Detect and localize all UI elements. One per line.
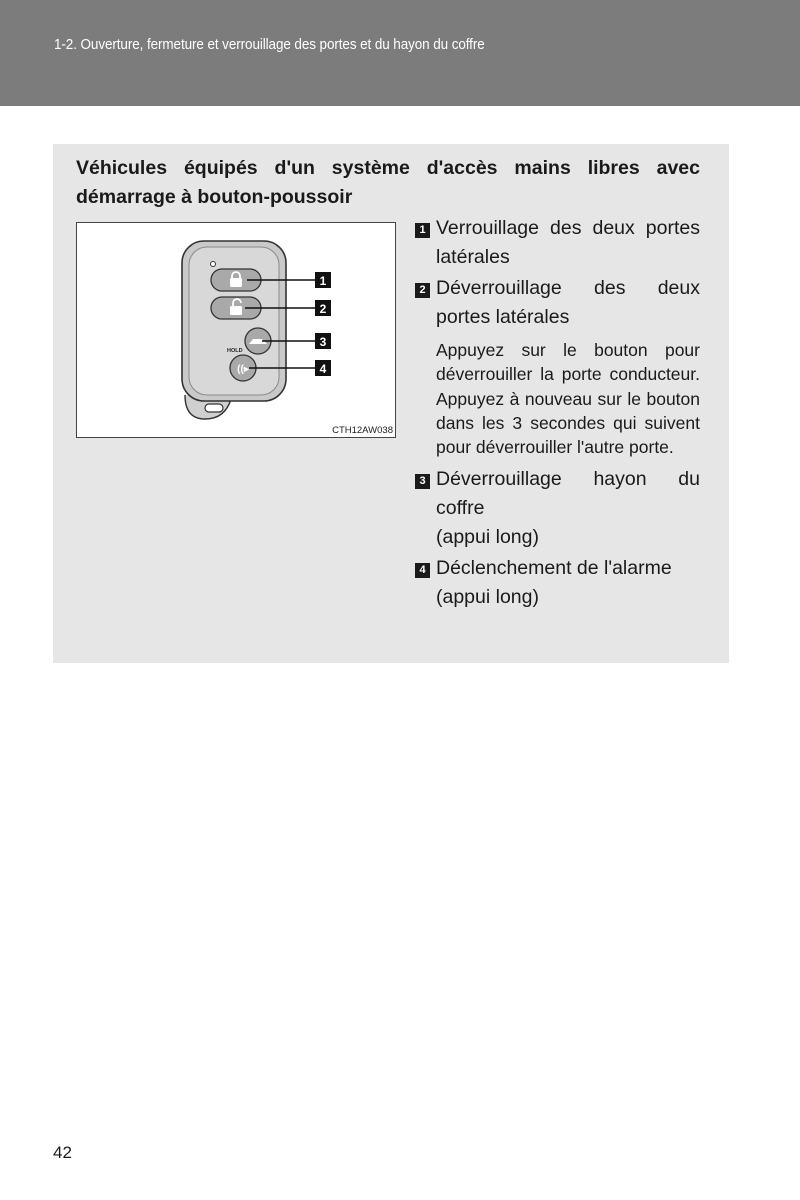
item-number-badge: 1 [415, 223, 430, 238]
page-number: 42 [53, 1143, 72, 1162]
key-fob-illustration [77, 223, 395, 437]
function-list [414, 214, 700, 614]
section-title: Véhicules équipés d'un système d'accès mains libres avec démarrage à bouton-poussoir [76, 157, 700, 208]
callout-badge-3 [315, 333, 331, 349]
item-label: Déclenchement de l'alarme [436, 557, 672, 580]
svg-text:4: 4 [319, 362, 327, 376]
item-number-badge: 2 [415, 283, 430, 298]
list-item [414, 214, 700, 272]
header-band [0, 0, 800, 106]
breadcrumb: 1-2. Ouverture, fermeture et verrouillage des portes et du hayon du coffre [54, 37, 485, 53]
item-label: Déverrouillage des deux portes latérales [436, 277, 700, 328]
list-item [414, 274, 700, 459]
callout-badge-4 [315, 360, 331, 376]
item-sub: (appui long) [436, 526, 539, 549]
svg-text:3: 3 [319, 335, 327, 349]
item-number-badge: 4 [415, 563, 430, 578]
item-label: Verrouillage des deux portes latérales [436, 217, 700, 268]
item-number-badge: 3 [415, 474, 430, 489]
callout-badge-2 [315, 300, 331, 316]
svg-text:2: 2 [319, 302, 327, 316]
figure-code: CTH12AW038 [332, 425, 393, 436]
list-item [414, 554, 700, 612]
key-ring-hole [205, 404, 223, 412]
svg-text:1: 1 [319, 274, 327, 288]
alarm-icon: ((▸ [237, 364, 249, 375]
hold-label: HOLD [227, 348, 243, 354]
item-sub: (appui long) [436, 586, 539, 609]
key-fob-figure [76, 222, 396, 438]
item-note: Appuyez sur le bouton pour déverrouiller la porte conducteur. Appuyez à nouveau sur le bouton dans les 3 secondes qui suivent pour déverrouiller l'autre porte. [436, 340, 700, 458]
item-label: Déverrouillage hayon du coffre [436, 468, 700, 520]
list-item [414, 465, 700, 552]
callout-badge-1 [315, 272, 331, 288]
led-indicator [211, 262, 216, 267]
